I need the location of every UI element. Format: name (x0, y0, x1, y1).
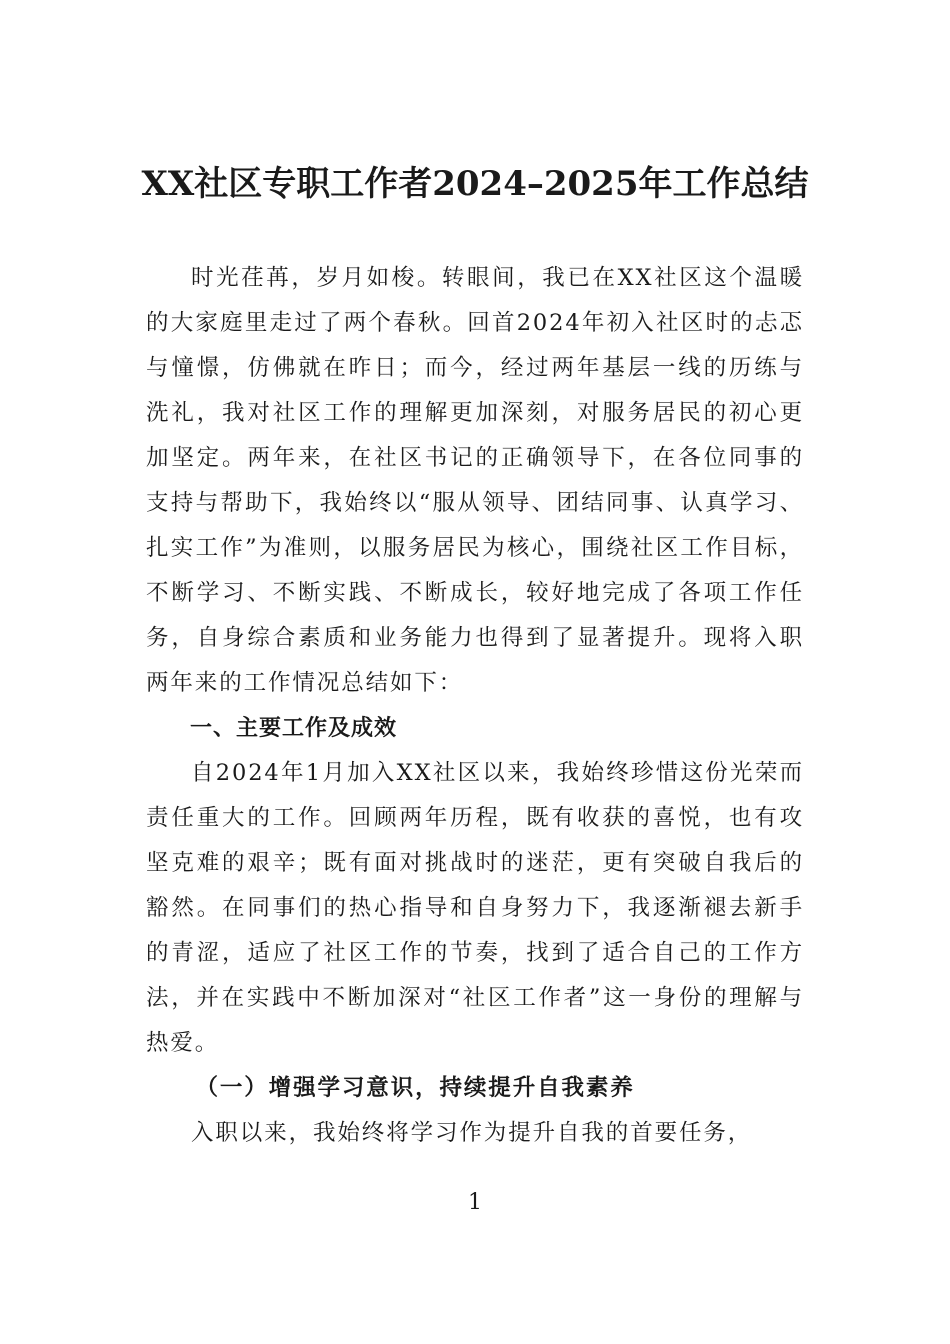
section-paragraph: 自2024年1月加入XX社区以来，我始终珍惜这份光荣而责任重大的工作。回顾两年历程，既有收获的喜悦，也有攻坚克难的艰辛；既有面对挑战时的迷茫，更有突破自我后的豁然。在同事们的热心指导和自身努力下，我逐渐褪去新手的青涩，适应了社区工作的节奏，找到了适合自己的工作方法，并在实践中不断加深对“社区工作者”这一身份的理解与热爱。 (146, 760, 804, 1056)
subsection-heading-learning: （一）增强学习意识，持续提升自我素养 (195, 1075, 635, 1101)
page-number: 1 (468, 1190, 482, 1215)
subsection-paragraph: 入职以来，我始终将学习作为提升自我的首要任务， (191, 1120, 753, 1146)
document-body (146, 256, 804, 1156)
intro-paragraph: 时光荏苒，岁月如梭。转眼间，我已在XX社区这个温暖的大家庭里走过了两个春秋。回首2024年初入社区时的忐忑与憧憬，仿佛就在昨日；而今，经过两年基层一线的历练与洗礼，我对社区工作的理解更加深刻，对服务居民的初心更加坚定。两年来，在社区书记的正确领导下，在各位同事的支持与帮助下，我始终以“服从领导、团结同事、认真学习、扎实工作”为准则，以服务居民为核心，围绕社区工作目标，不断学习、不断实践、不断成长，较好地完成了各项工作任务，自身综合素质和业务能力也得到了显著提升。现将入职两年来的工作情况总结如下： (146, 265, 804, 696)
section-heading-main-work: 一、主要工作及成效 (190, 716, 398, 741)
document-title: XX社区专职工作者2024–2025年工作总结 (141, 164, 809, 204)
